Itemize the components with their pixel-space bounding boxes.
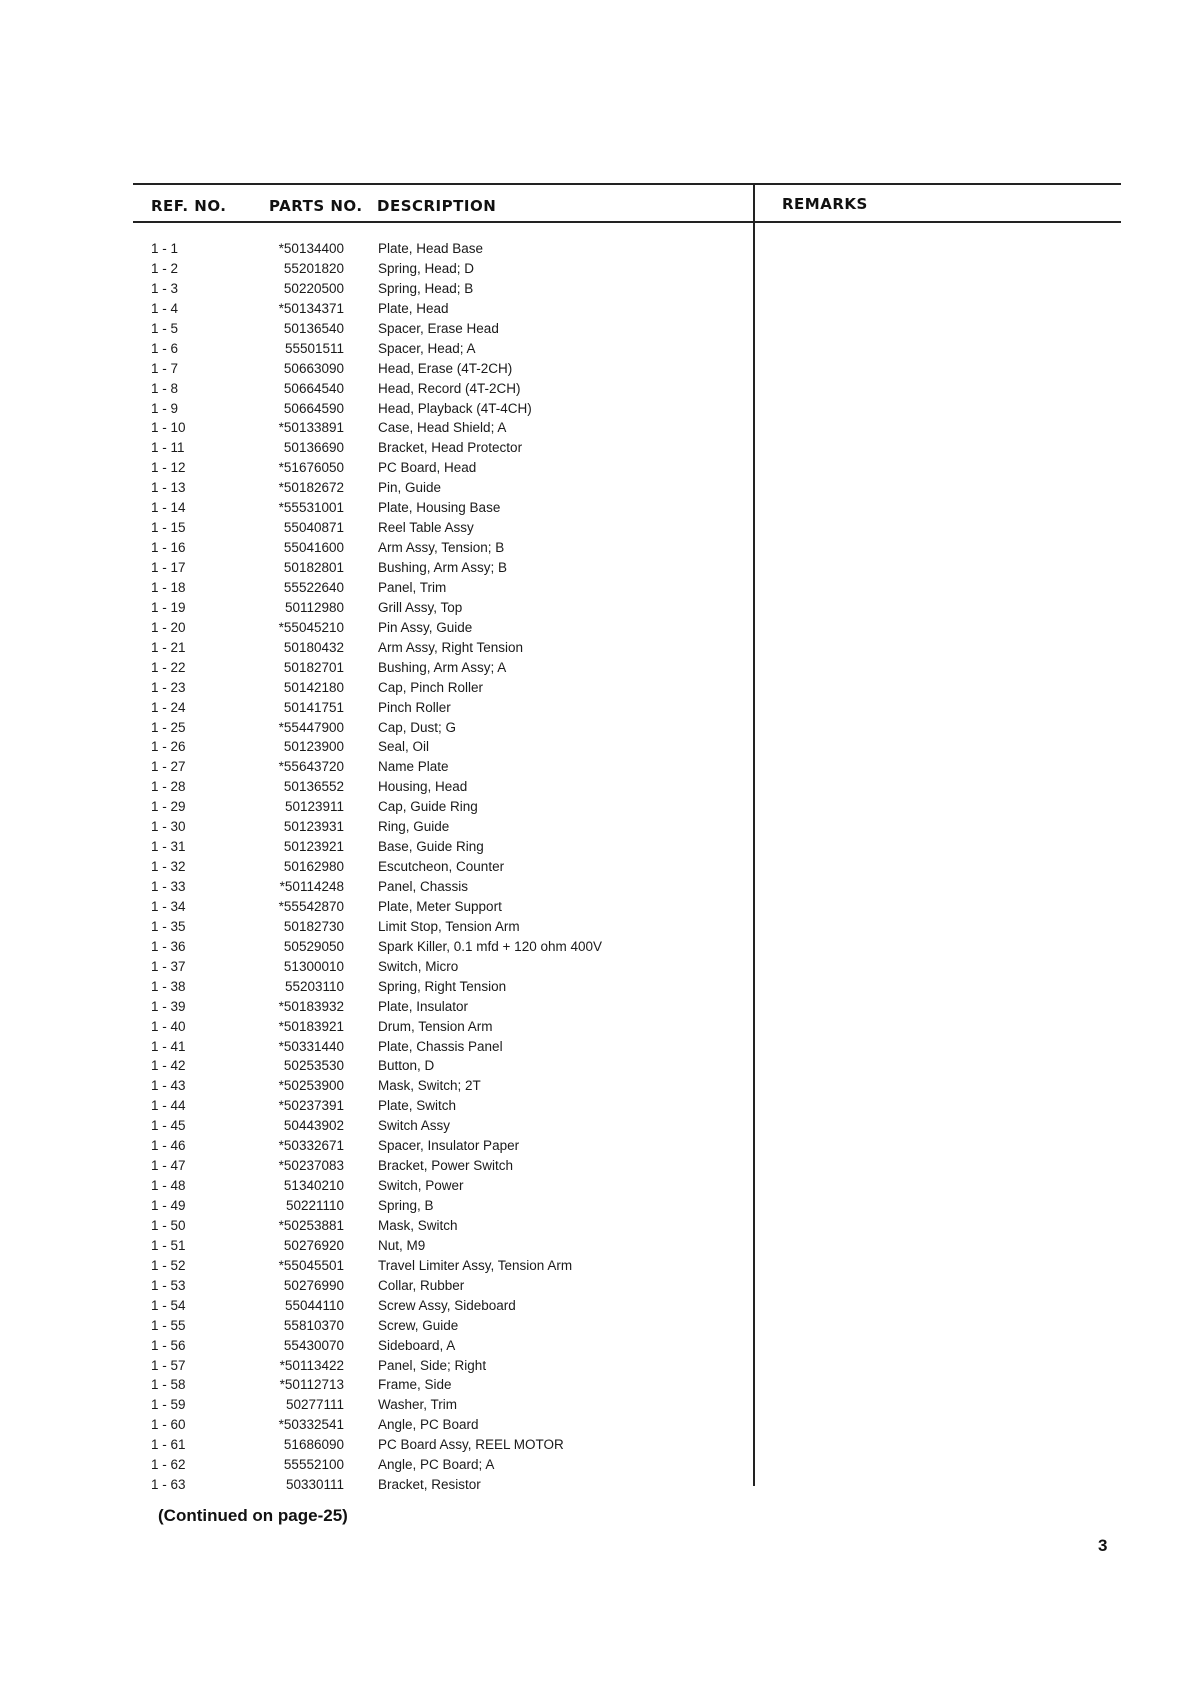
table-row	[0, 957, 760, 977]
parts-no-cell: *50112713	[279, 1377, 344, 1393]
parts-no-cell: 50220500	[283, 280, 344, 296]
ref-no-cell: 1 - 45	[151, 1118, 186, 1134]
description-cell: Escutcheon, Counter	[378, 859, 505, 875]
description-cell: Switch Assy	[378, 1118, 451, 1134]
description-cell: Housing, Head	[378, 779, 468, 795]
ref-no-cell: 1 - 61	[151, 1437, 186, 1453]
ref-no-cell: 1 - 29	[151, 799, 186, 815]
table-row	[0, 897, 760, 917]
table-row	[0, 1356, 760, 1376]
table-row	[0, 438, 760, 458]
ref-no-cell: 1 - 3	[151, 280, 179, 296]
page-number: 3	[1098, 1536, 1108, 1555]
description-cell: Spring, Right Tension	[378, 978, 507, 994]
description-cell: Switch, Power	[378, 1178, 464, 1194]
ref-no-cell: 1 - 47	[151, 1158, 186, 1174]
description-cell: PC Board Assy, REEL MOTOR	[378, 1437, 564, 1453]
table-row	[0, 1216, 760, 1236]
ref-no-cell: 1 - 54	[151, 1297, 186, 1313]
description-cell: Plate, Chassis Panel	[378, 1038, 503, 1054]
description-cell: Head, Record (4T-2CH)	[378, 380, 521, 396]
parts-no-cell: *50133891	[278, 420, 344, 436]
description-cell: Spacer, Insulator Paper	[378, 1138, 520, 1154]
ref-no-cell: 1 - 26	[151, 739, 186, 755]
parts-no-cell: 50664590	[283, 400, 344, 416]
table-row	[0, 1056, 760, 1076]
parts-no-cell: 51300010	[283, 958, 344, 974]
description-cell: Plate, Head	[378, 300, 449, 316]
table-row	[0, 1076, 760, 1096]
parts-no-cell: 50330111	[285, 1477, 344, 1493]
table-row	[0, 1395, 760, 1415]
table-row	[0, 857, 760, 877]
ref-no-cell: 1 - 58	[151, 1377, 186, 1393]
ref-no-cell: 1 - 14	[151, 500, 186, 516]
parts-no-cell: 50277111	[285, 1397, 344, 1413]
description-cell: Screw Assy, Sideboard	[378, 1297, 516, 1313]
description-cell: Bracket, Resistor	[378, 1477, 481, 1493]
parts-no-cell: *50253900	[278, 1078, 344, 1094]
ref-no-cell: 1 - 23	[151, 679, 186, 695]
ref-no-cell: 1 - 59	[151, 1397, 186, 1413]
header-parts-no: PARTS NO.	[269, 197, 363, 215]
description-cell: Spring, B	[378, 1198, 434, 1213]
parts-no-cell: *50183932	[278, 998, 344, 1014]
description-cell: Angle, PC Board; A	[378, 1457, 495, 1473]
table-row	[0, 598, 760, 618]
table-row	[0, 817, 760, 837]
table-row	[0, 299, 760, 319]
table-row	[0, 418, 760, 438]
table-header-rule	[133, 221, 1121, 223]
header-remarks: REMARKS	[782, 195, 868, 213]
table-row	[0, 478, 760, 498]
parts-list	[0, 239, 760, 1495]
table-row	[0, 658, 760, 678]
ref-no-cell: 1 - 21	[151, 639, 186, 655]
description-cell: Sideboard, A	[378, 1337, 456, 1353]
ref-no-cell: 1 - 5	[151, 320, 179, 336]
ref-no-cell: 1 - 2	[151, 260, 179, 276]
table-row	[0, 498, 760, 518]
parts-no-cell: 51686090	[283, 1437, 344, 1453]
parts-no-cell: 55522640	[283, 579, 344, 595]
ref-no-cell: 1 - 52	[151, 1257, 186, 1273]
table-row	[0, 877, 760, 897]
parts-no-cell: 55501511	[284, 340, 344, 356]
parts-no-cell: 50664540	[283, 380, 344, 396]
ref-no-cell: 1 - 46	[151, 1138, 186, 1154]
table-row	[0, 239, 760, 259]
description-cell: Spacer, Erase Head	[378, 320, 499, 336]
table-row	[0, 578, 760, 598]
table-row	[0, 319, 760, 339]
ref-no-cell: 1 - 8	[151, 380, 179, 396]
description-cell: Cap, Dust; G	[378, 719, 457, 735]
description-cell: Frame, Side	[378, 1377, 452, 1393]
description-cell: Reel Table Assy	[378, 520, 474, 536]
table-row	[0, 1236, 760, 1256]
table-row	[0, 1136, 760, 1156]
table-row	[0, 1116, 760, 1136]
description-cell: Panel, Chassis	[378, 879, 469, 894]
ref-no-cell: 1 - 24	[151, 699, 186, 715]
table-row	[0, 1017, 760, 1037]
parts-no-cell: 50663090	[283, 360, 344, 376]
description-cell: Travel Limiter Assy, Tension Arm	[378, 1257, 573, 1273]
table-row	[0, 1156, 760, 1176]
description-cell: Arm Assy, Tension; B	[378, 540, 505, 556]
ref-no-cell: 1 - 33	[151, 879, 186, 894]
ref-no-cell: 1 - 25	[151, 719, 186, 735]
ref-no-cell: 1 - 51	[151, 1237, 186, 1253]
table-row	[0, 797, 760, 817]
table-row	[0, 1475, 760, 1495]
table-row	[0, 917, 760, 937]
description-cell: Panel, Side; Right	[378, 1357, 487, 1373]
table-row	[0, 1375, 760, 1395]
description-cell: Plate, Switch	[378, 1098, 457, 1114]
ref-no-cell: 1 - 7	[151, 360, 179, 376]
ref-no-cell: 1 - 13	[151, 480, 186, 496]
description-cell: Mask, Switch	[378, 1217, 458, 1233]
parts-no-cell: *55643720	[278, 759, 344, 775]
parts-no-cell: *50237391	[278, 1098, 344, 1114]
header-description: DESCRIPTION	[377, 197, 497, 215]
ref-no-cell: 1 - 18	[151, 579, 186, 595]
description-cell: Washer, Trim	[378, 1397, 458, 1413]
parts-no-cell: 50123911	[284, 799, 344, 815]
parts-no-cell: *50183921	[278, 1018, 344, 1034]
parts-no-cell: 55041600	[283, 540, 344, 556]
description-cell: Pin Assy, Guide	[378, 619, 473, 635]
table-row	[0, 1176, 760, 1196]
ref-no-cell: 1 - 30	[151, 819, 186, 835]
description-cell: Limit Stop, Tension Arm	[378, 918, 520, 934]
parts-no-cell: 50276920	[283, 1237, 344, 1253]
description-cell: Spring, Head; B	[378, 280, 474, 296]
ref-no-cell: 1 - 42	[151, 1058, 186, 1074]
header-ref-no: REF. NO.	[151, 197, 227, 215]
description-cell: Mask, Switch; 2T	[378, 1078, 481, 1094]
description-cell: Button, D	[378, 1058, 435, 1074]
ref-no-cell: 1 - 19	[151, 599, 186, 615]
ref-no-cell: 1 - 60	[151, 1417, 186, 1433]
table-row	[0, 757, 760, 777]
parts-no-cell: 50123900	[283, 739, 344, 755]
table-row	[0, 1256, 760, 1276]
ref-no-cell: 1 - 39	[151, 998, 186, 1014]
ref-no-cell: 1 - 38	[151, 978, 186, 994]
description-cell: Plate, Meter Support	[378, 898, 502, 914]
ref-no-cell: 1 - 6	[151, 340, 179, 356]
ref-no-cell: 1 - 50	[151, 1217, 186, 1233]
description-cell: Grill Assy, Top	[378, 599, 463, 615]
table-row	[0, 678, 760, 698]
parts-no-cell: 50142180	[283, 679, 344, 695]
parts-no-cell: 50136552	[283, 779, 344, 795]
table-row	[0, 339, 760, 359]
description-cell: Case, Head Shield; A	[378, 420, 507, 436]
table-row	[0, 1276, 760, 1296]
parts-no-cell: *50134371	[278, 300, 344, 316]
description-cell: Cap, Pinch Roller	[378, 679, 484, 695]
table-row	[0, 1435, 760, 1455]
ref-no-cell: 1 - 9	[151, 400, 179, 416]
ref-no-cell: 1 - 28	[151, 779, 186, 795]
table-row	[0, 1455, 760, 1475]
parts-no-cell: 50182801	[283, 560, 344, 575]
parts-no-cell: 50136690	[283, 440, 344, 456]
parts-no-cell: 55810370	[283, 1317, 344, 1333]
ref-no-cell: 1 - 10	[151, 420, 186, 436]
description-cell: Ring, Guide	[378, 819, 450, 835]
parts-no-cell: *55045501	[278, 1257, 344, 1273]
description-cell: Spark Killer, 0.1 mfd + 120 ohm 400V	[378, 938, 603, 954]
parts-no-cell: 50136540	[283, 320, 344, 336]
table-row	[0, 399, 760, 419]
description-cell: Cap, Guide Ring	[378, 799, 478, 815]
description-cell: Pinch Roller	[378, 699, 451, 715]
ref-no-cell: 1 - 4	[151, 300, 179, 316]
parts-no-cell: 55203110	[284, 978, 344, 994]
continued-note: (Continued on page-25)	[158, 1506, 348, 1525]
ref-no-cell: 1 - 44	[151, 1098, 186, 1114]
table-row	[0, 718, 760, 738]
parts-no-cell: 50276990	[283, 1277, 344, 1293]
parts-no-cell: 50123931	[283, 819, 344, 835]
description-cell: Plate, Insulator	[378, 998, 469, 1014]
table-row	[0, 837, 760, 857]
parts-no-cell: *50113422	[279, 1357, 344, 1373]
parts-no-cell: 50182730	[283, 918, 344, 934]
description-cell: Collar, Rubber	[378, 1277, 465, 1293]
description-cell: Drum, Tension Arm	[378, 1018, 493, 1034]
description-cell: Nut, M9	[378, 1237, 426, 1253]
table-row	[0, 259, 760, 279]
parts-no-cell: *50332671	[278, 1138, 344, 1154]
ref-no-cell: 1 - 12	[151, 460, 186, 476]
ref-no-cell: 1 - 22	[151, 659, 186, 675]
table-row	[0, 1336, 760, 1356]
table-row	[0, 977, 760, 997]
table-row	[0, 937, 760, 957]
description-cell: Panel, Trim	[378, 579, 447, 595]
parts-no-cell: *50253881	[278, 1217, 344, 1233]
parts-no-cell: *55542870	[278, 898, 344, 914]
table-row	[0, 359, 760, 379]
parts-no-cell: 50253530	[283, 1058, 344, 1074]
parts-no-cell: 50123921	[283, 839, 344, 855]
parts-no-cell: 55201820	[283, 260, 344, 276]
parts-no-cell: 50529050	[283, 938, 344, 954]
parts-no-cell: 55430070	[283, 1337, 344, 1353]
ref-no-cell: 1 - 1	[151, 241, 179, 256]
ref-no-cell: 1 - 43	[151, 1078, 186, 1094]
description-cell: Bracket, Power Switch	[378, 1158, 514, 1174]
ref-no-cell: 1 - 49	[151, 1198, 186, 1213]
parts-no-cell: *50114248	[279, 879, 344, 894]
parts-no-cell: 50112980	[284, 599, 344, 615]
ref-no-cell: 1 - 37	[151, 958, 186, 974]
table-row	[0, 618, 760, 638]
ref-no-cell: 1 - 62	[151, 1457, 186, 1473]
ref-no-cell: 1 - 16	[151, 540, 186, 556]
parts-no-cell: *55531001	[278, 500, 344, 516]
table-row	[0, 777, 760, 797]
parts-no-cell: *50332541	[278, 1417, 344, 1433]
ref-no-cell: 1 - 31	[151, 839, 186, 855]
ref-no-cell: 1 - 15	[151, 520, 186, 536]
description-cell: PC Board, Head	[378, 460, 477, 476]
ref-no-cell: 1 - 35	[151, 918, 186, 934]
parts-no-cell: *55045210	[278, 619, 344, 635]
ref-no-cell: 1 - 63	[151, 1477, 186, 1493]
description-cell: Screw, Guide	[378, 1317, 459, 1333]
table-row	[0, 1415, 760, 1435]
ref-no-cell: 1 - 20	[151, 619, 186, 635]
description-cell: Pin, Guide	[378, 480, 442, 496]
parts-no-cell: *55447900	[278, 719, 344, 735]
parts-no-cell: 51340210	[283, 1178, 344, 1194]
table-row	[0, 518, 760, 538]
description-cell: Bushing, Arm Assy; B	[378, 560, 508, 575]
ref-no-cell: 1 - 40	[151, 1018, 186, 1034]
table-row	[0, 1316, 760, 1336]
description-cell: Seal, Oil	[378, 739, 430, 755]
description-cell: Base, Guide Ring	[378, 839, 484, 855]
ref-no-cell: 1 - 34	[151, 898, 186, 914]
ref-no-cell: 1 - 56	[151, 1337, 186, 1353]
parts-no-cell: 55552100	[283, 1457, 344, 1473]
table-row	[0, 638, 760, 658]
parts-no-cell: *50237083	[278, 1158, 344, 1174]
table-row	[0, 737, 760, 757]
ref-no-cell: 1 - 32	[151, 859, 186, 875]
parts-no-cell: 55044110	[284, 1297, 344, 1313]
parts-no-cell: *50134400	[278, 241, 344, 256]
parts-no-cell: 50180432	[283, 639, 344, 655]
parts-no-cell: 50182701	[283, 659, 344, 675]
ref-no-cell: 1 - 48	[151, 1178, 186, 1194]
table-row	[0, 458, 760, 478]
description-cell: Name Plate	[378, 759, 449, 775]
ref-no-cell: 1 - 41	[151, 1038, 186, 1054]
description-cell: Spring, Head; D	[378, 260, 475, 276]
ref-no-cell: 1 - 55	[151, 1317, 186, 1333]
description-cell: Bracket, Head Protector	[378, 440, 523, 456]
parts-no-cell: 50162980	[283, 859, 344, 875]
description-cell: Head, Playback (4T-4CH)	[378, 400, 532, 416]
table-row	[0, 698, 760, 718]
ref-no-cell: 1 - 11	[151, 440, 185, 456]
table-row	[0, 1096, 760, 1116]
description-cell: Arm Assy, Right Tension	[378, 639, 524, 655]
ref-no-cell: 1 - 57	[151, 1357, 186, 1373]
ref-no-cell: 1 - 27	[151, 759, 186, 775]
description-cell: Switch, Micro	[378, 958, 459, 974]
description-cell: Plate, Head Base	[378, 241, 484, 256]
table-top-rule	[133, 183, 1121, 185]
table-row	[0, 1296, 760, 1316]
parts-no-cell: *50182672	[278, 480, 344, 496]
table-row	[0, 1196, 760, 1216]
ref-no-cell: 1 - 53	[151, 1277, 186, 1293]
parts-no-cell: *51676050	[278, 460, 344, 476]
description-cell: Plate, Housing Base	[378, 500, 501, 516]
table-row	[0, 558, 760, 578]
table-row	[0, 1037, 760, 1057]
ref-no-cell: 1 - 17	[151, 560, 186, 575]
description-cell: Angle, PC Board	[378, 1417, 479, 1433]
table-row	[0, 538, 760, 558]
table-row	[0, 279, 760, 299]
parts-no-cell: 50141751	[283, 699, 344, 715]
table-row	[0, 379, 760, 399]
description-cell: Bushing, Arm Assy; A	[378, 659, 507, 675]
ref-no-cell: 1 - 36	[151, 938, 186, 954]
parts-no-cell: 50221110	[285, 1198, 344, 1213]
parts-no-cell: *50331440	[278, 1038, 344, 1054]
parts-no-cell: 55040871	[283, 520, 344, 536]
table-row	[0, 997, 760, 1017]
description-cell: Head, Erase (4T-2CH)	[378, 360, 513, 376]
description-cell: Spacer, Head; A	[378, 340, 476, 356]
parts-no-cell: 50443902	[283, 1118, 344, 1134]
